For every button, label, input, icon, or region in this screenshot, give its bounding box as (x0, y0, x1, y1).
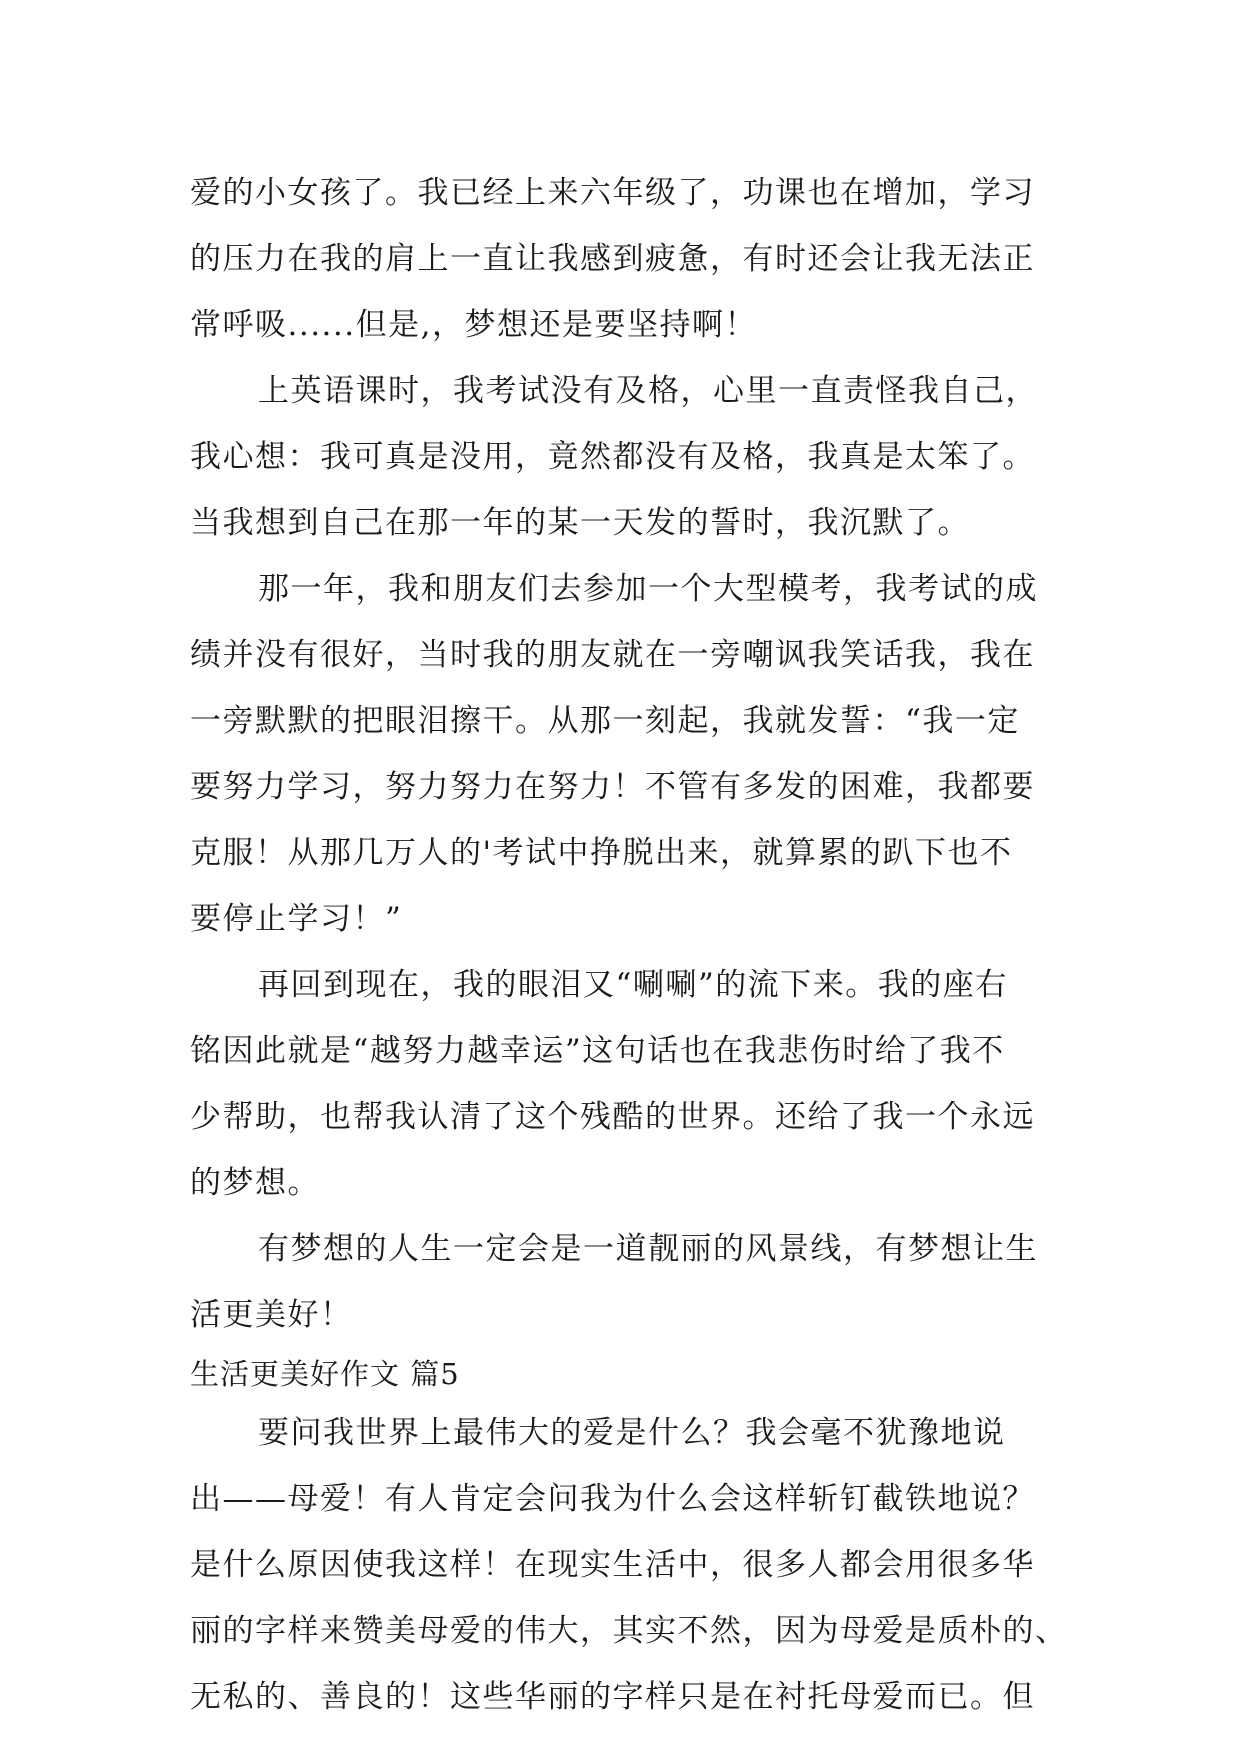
text-line: 那一年，我和朋友们去参加一个大型模考，我考试的成 (258, 571, 1038, 607)
paragraph-3 (190, 556, 1070, 952)
text-line: 一旁默默的把眼泪擦干。从那一刻起，我就发誓：“我一定 (190, 703, 1020, 739)
text-line: 出——母爱！有人肯定会问我为什么会这样斩钉截铁地说？ (190, 1481, 1035, 1517)
paragraph-1 (190, 160, 1070, 358)
paragraph-5 (190, 1216, 1070, 1348)
paragraph-4 (190, 952, 1070, 1216)
text-line: 有梦想的人生一定会是一道靓丽的风景线，有梦想让生 (258, 1231, 1038, 1267)
text-line: 当我想到自己在那一年的某一天发的誓时，我沉默了。 (190, 505, 970, 541)
text-line: 的压力在我的肩上一直让我感到疲惫，有时还会让我无法正 (190, 241, 1035, 277)
text-line: 少帮助，也帮我认清了这个残酷的世界。还给了我一个永远 (190, 1099, 1035, 1135)
text-line: 要努力学习，努力努力在努力！不管有多发的困难，我都要 (190, 769, 1035, 805)
text-line: 爱的小女孩了。我已经上来六年级了，功课也在增加，学习 (190, 175, 1035, 211)
paragraph-6 (190, 1400, 1070, 1730)
text-line: 要停止学习！” (190, 901, 403, 937)
text-line: 是什么原因使我这样！在现实生活中，很多人都会用很多华 (190, 1547, 1035, 1583)
text-line: 再回到现在，我的眼泪又“唰唰”的流下来。我的座右 (258, 967, 1008, 1003)
text-line: 的梦想。 (190, 1165, 320, 1201)
essay-body (190, 160, 1070, 1730)
text-line: 上英语课时，我考试没有及格，心里一直责怪我自己， (258, 373, 1038, 409)
text-line: 要问我世界上最伟大的爱是什么？我会毫不犹豫地说 (258, 1415, 1006, 1451)
text-line: 活更美好！ (190, 1297, 353, 1333)
text-line: 绩并没有很好，当时我的朋友就在一旁嘲讽我笑话我，我在 (190, 637, 1035, 673)
section-heading: 生活更美好作文 篇5 (190, 1357, 460, 1391)
text-line: 无私的、善良的！这些华丽的字样只是在衬托母爱而已。但 (190, 1679, 1035, 1715)
text-line: 我心想：我可真是没用，竟然都没有及格，我真是太笨了。 (190, 439, 1035, 475)
text-line: 铭因此就是“越努力越幸运”这句话也在我悲伤时给了我不 (190, 1033, 1005, 1069)
text-line: 丽的字样来赞美母爱的伟大，其实不然，因为母爱是质朴的、 (190, 1613, 1068, 1649)
paragraph-2 (190, 358, 1070, 556)
text-line: 常呼吸......但是,，梦想还是要坚持啊！ (190, 307, 757, 343)
text-line: 克服！从那几万人的'考试中挣脱出来，就算累的趴下也不 (190, 835, 1013, 871)
